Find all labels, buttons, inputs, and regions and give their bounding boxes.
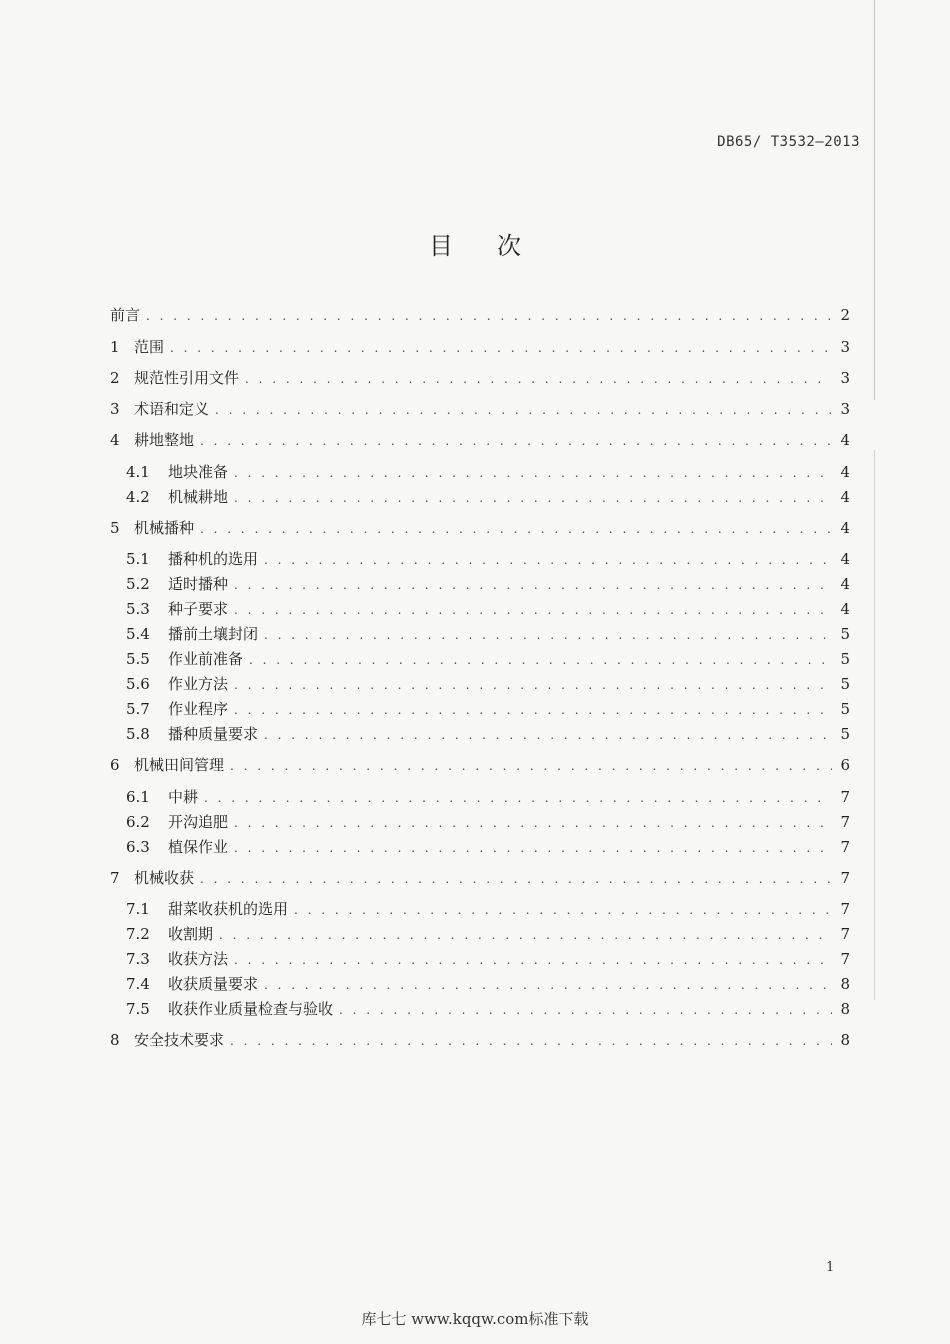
toc-entry-label: 播前土壤封闭 xyxy=(168,625,259,643)
toc-entry xyxy=(126,487,850,508)
toc-entry-number: 7.4 xyxy=(126,975,150,993)
toc-entry-page: 4 xyxy=(840,550,850,568)
toc-entry-page: 2 xyxy=(840,306,850,324)
toc-leader-dots xyxy=(200,869,832,889)
toc-entry-label: 作业程序 xyxy=(168,700,229,718)
toc-entry xyxy=(126,462,850,483)
toc-entry-number: 6 xyxy=(110,756,120,774)
toc-entry-number: 5.5 xyxy=(126,650,150,668)
toc-leader-dots xyxy=(234,700,832,720)
toc-entry-label: 机械播种 xyxy=(134,519,195,537)
toc-entry xyxy=(110,430,850,451)
toc-entry-number: 7.3 xyxy=(126,950,150,968)
toc-entry-number: 6.2 xyxy=(126,813,150,831)
toc-entry-number: 6.1 xyxy=(126,788,150,806)
toc-leader-dots xyxy=(264,975,832,995)
toc-leader-dots xyxy=(215,400,832,420)
toc-entry-page: 8 xyxy=(840,975,850,993)
page-number: 1 xyxy=(826,1260,835,1275)
toc-entry-label: 术语和定义 xyxy=(134,400,210,418)
toc-entry xyxy=(126,649,850,670)
toc-entry-page: 4 xyxy=(840,431,850,449)
toc-entry-number: 4.2 xyxy=(126,488,150,506)
toc-leader-dots xyxy=(204,788,832,808)
toc-leader-dots xyxy=(230,1031,832,1051)
toc-entry-label: 作业前准备 xyxy=(168,650,244,668)
toc-entry xyxy=(126,812,850,833)
toc-entry-number: 5.7 xyxy=(126,700,150,718)
toc-entry-number: 4 xyxy=(110,431,120,449)
toc-entry-page: 5 xyxy=(840,700,850,718)
toc-entry-number: 6.3 xyxy=(126,838,150,856)
toc-entry-label: 安全技术要求 xyxy=(134,1031,225,1049)
toc-entry-page: 4 xyxy=(840,488,850,506)
toc-entry xyxy=(126,949,850,970)
toc-entry-label: 适时播种 xyxy=(168,575,229,593)
toc-entry-page: 5 xyxy=(840,675,850,693)
toc-leader-dots xyxy=(264,725,832,745)
toc-entry-number: 5 xyxy=(110,519,120,537)
toc-leader-dots xyxy=(146,306,832,326)
toc-entry xyxy=(126,699,850,720)
toc-entry-number: 7.2 xyxy=(126,925,150,943)
toc-entry-number: 2 xyxy=(110,369,120,387)
toc-entry-number: 1 xyxy=(110,338,120,356)
toc-entry-page: 7 xyxy=(840,838,850,856)
toc-leader-dots xyxy=(200,431,832,451)
toc-entry xyxy=(126,974,850,995)
toc-leader-dots xyxy=(294,900,832,920)
toc-entry-label: 地块准备 xyxy=(168,463,229,481)
toc-entry-label: 中耕 xyxy=(168,788,199,806)
toc-entry-page: 3 xyxy=(840,400,850,418)
toc-entry xyxy=(110,368,850,389)
toc-leader-dots xyxy=(264,550,832,570)
toc-entry-page: 6 xyxy=(840,756,850,774)
toc-entry-number: 7 xyxy=(110,869,120,887)
toc-entry-page: 8 xyxy=(840,1031,850,1049)
toc-entry-number: 5.1 xyxy=(126,550,150,568)
toc-entry xyxy=(126,787,850,808)
toc-entry-number: 3 xyxy=(110,400,120,418)
toc-entry xyxy=(110,305,850,326)
toc-entry-label: 范围 xyxy=(134,338,165,356)
toc-entry-label: 规范性引用文件 xyxy=(134,369,240,387)
toc-leader-dots xyxy=(170,338,832,358)
toc-entry xyxy=(110,868,850,889)
toc-entry-page: 4 xyxy=(840,575,850,593)
toc-entry-number: 5.6 xyxy=(126,675,150,693)
toc-entry-label: 播种机的选用 xyxy=(168,550,259,568)
toc-leader-dots xyxy=(234,463,832,483)
toc-entry-page: 5 xyxy=(840,725,850,743)
toc-entry-page: 4 xyxy=(840,463,850,481)
toc-entry xyxy=(126,549,850,570)
toc-entry-number: 5.4 xyxy=(126,625,150,643)
toc-entry-page: 4 xyxy=(840,600,850,618)
toc-leader-dots xyxy=(234,950,832,970)
toc-entry xyxy=(126,599,850,620)
toc-entry-number: 4.1 xyxy=(126,463,150,481)
toc-leader-dots xyxy=(234,488,832,508)
toc-leader-dots xyxy=(219,925,832,945)
footer-watermark: 库七七 www.kqqw.com标准下载 xyxy=(361,1310,589,1328)
toc-leader-dots xyxy=(249,650,832,670)
toc-entry-label: 机械田间管理 xyxy=(134,756,225,774)
toc-entry-label: 收获质量要求 xyxy=(168,975,259,993)
toc-entry-page: 7 xyxy=(840,788,850,806)
toc-entry xyxy=(110,755,850,776)
toc-entry-label: 前言 xyxy=(110,306,141,324)
toc-leader-dots xyxy=(234,600,832,620)
toc-entry-label: 植保作业 xyxy=(168,838,229,856)
toc-entry-page: 7 xyxy=(840,869,850,887)
toc-entry-page: 5 xyxy=(840,625,850,643)
toc-entry-number: 5.2 xyxy=(126,575,150,593)
toc-entry-number: 7.1 xyxy=(126,900,150,918)
toc-leader-dots xyxy=(234,813,832,833)
toc-entry xyxy=(126,837,850,858)
toc-entry xyxy=(126,724,850,745)
toc-entry-number: 5.8 xyxy=(126,725,150,743)
document-code: DB65/ T3532—2013 xyxy=(717,134,860,150)
toc-entry xyxy=(126,999,850,1020)
toc-leader-dots xyxy=(234,838,832,858)
toc-leader-dots xyxy=(234,675,832,695)
toc-entry-page: 3 xyxy=(840,338,850,356)
toc-leader-dots xyxy=(264,625,832,645)
toc-entry-number: 5.3 xyxy=(126,600,150,618)
toc-entry-label: 机械耕地 xyxy=(168,488,229,506)
toc-entry-label: 收获作业质量检查与验收 xyxy=(168,1000,334,1018)
toc-entry xyxy=(110,518,850,539)
toc-entry xyxy=(110,399,850,420)
toc-entry-page: 4 xyxy=(840,519,850,537)
toc-entry-label: 收获方法 xyxy=(168,950,229,968)
toc-entry-number: 8 xyxy=(110,1031,120,1049)
toc-leader-dots xyxy=(230,756,832,776)
toc-entry-label: 种子要求 xyxy=(168,600,229,618)
toc-leader-dots xyxy=(200,519,832,539)
toc-entry xyxy=(110,1030,850,1051)
toc-leader-dots xyxy=(339,1000,832,1020)
toc-entry-number: 7.5 xyxy=(126,1000,150,1018)
toc-entry-label: 作业方法 xyxy=(168,675,229,693)
toc-entry-page: 7 xyxy=(840,813,850,831)
toc-entry-label: 耕地整地 xyxy=(134,431,195,449)
toc-entry-page: 5 xyxy=(840,650,850,668)
toc-title: 目次 xyxy=(429,232,565,260)
toc-entry-label: 开沟追肥 xyxy=(168,813,229,831)
toc-entry xyxy=(126,574,850,595)
toc-entry-page: 7 xyxy=(840,900,850,918)
toc-entry xyxy=(126,924,850,945)
toc-leader-dots xyxy=(234,575,832,595)
toc-entry-label: 甜菜收获机的选用 xyxy=(168,900,289,918)
toc-entry-label: 播种质量要求 xyxy=(168,725,259,743)
toc-entry-page: 3 xyxy=(840,369,850,387)
toc-entry-page: 7 xyxy=(840,950,850,968)
toc-entry-label: 机械收获 xyxy=(134,869,195,887)
toc-entry-page: 7 xyxy=(840,925,850,943)
toc-entry-page: 8 xyxy=(840,1000,850,1018)
toc-entry xyxy=(126,899,850,920)
toc-leader-dots xyxy=(245,369,832,389)
toc-entry-label: 收割期 xyxy=(168,925,214,943)
scan-edge-line xyxy=(874,0,875,1000)
toc-entry xyxy=(110,337,850,358)
toc-entry xyxy=(126,624,850,645)
toc-entry xyxy=(126,674,850,695)
